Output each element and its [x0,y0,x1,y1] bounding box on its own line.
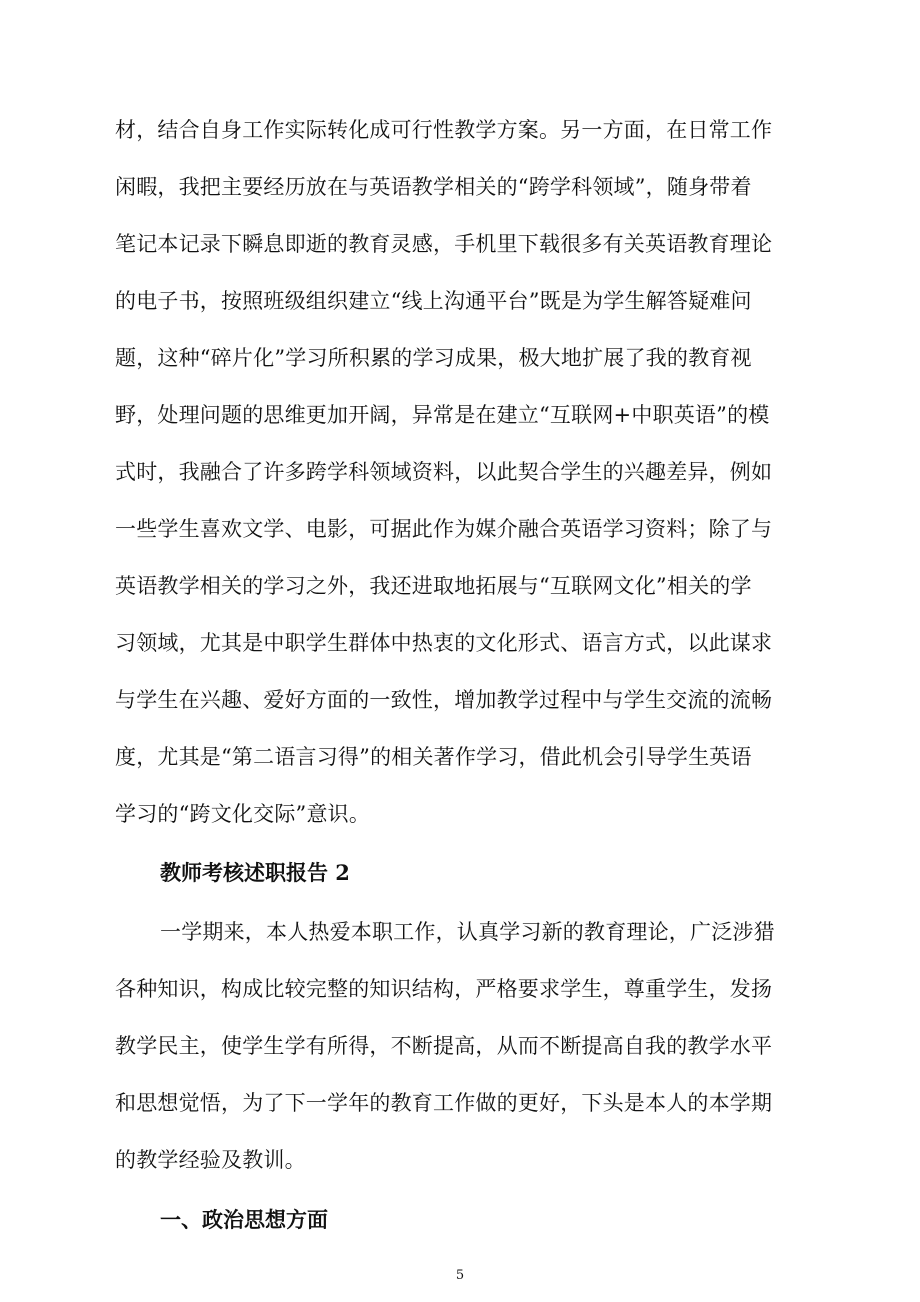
paragraph-line: 的电子书，按照班级组织建立“线上沟通平台”既是为学生解答疑难问 [115,289,752,313]
paragraph-line: 学习的“跨文化交际”意识。 [115,802,371,826]
paragraph-line: 教学民主，使学生学有所得，不断提高，从而不断提高自我的教学水平 [115,1034,773,1058]
paragraph-line: 度，尤其是“第二语言习得”的相关著作学习，借此机会引导学生英语 [115,745,752,769]
paragraph-line: 习领域，尤其是中职学生群体中热衷的文化形式、语言方式，以此谋求 [115,631,773,655]
paragraph-line: 英语教学相关的学习之外，我还进取地拓展与“互联网文化”相关的学 [115,574,752,598]
paragraph-line: 与学生在兴趣、爱好方面的一致性，增加教学过程中与学生交流的流畅 [115,688,773,712]
paragraph-line: 材，结合自身工作实际转化成可行性教学方案。另一方面，在日常工作 [115,118,773,142]
paragraph-line: 题，这种“碎片化”学习所积累的学习成果，极大地扩展了我的教育视 [115,346,752,370]
paragraph-line: 和思想觉悟，为了下一学年的教育工作做的更好，下头是本人的本学期 [115,1091,773,1115]
paragraph-line: 式时，我融合了许多跨学科领域资料，以此契合学生的兴趣差异，例如 [115,460,773,484]
page-number: 5 [455,1268,465,1283]
subheading: 一、政治思想方面 [160,1207,328,1232]
paragraph-line: 一学期来，本人热爱本职工作，认真学习新的教育理论，广泛涉猎 [160,920,775,944]
paragraph-line: 笔记本记录下瞬息即逝的教育灵感，手机里下载很多有关英语教育理论 [115,232,773,256]
paragraph-line: 野，处理问题的思维更加开阔，异常是在建立“互联网+中职英语”的模 [115,403,770,427]
section-title: 教师考核述职报告 2 [160,860,350,885]
paragraph-line: 一些学生喜欢文学、电影，可据此作为媒介融合英语学习资料；除了与 [115,517,773,541]
paragraph-line: 各种知识，构成比较完整的知识结构，严格要求学生，尊重学生，发扬 [115,977,773,1001]
paragraph-line: 闲暇，我把主要经历放在与英语教学相关的“跨学科领域”，随身带着 [115,175,752,199]
paragraph-line: 的教学经验及教训。 [115,1148,306,1172]
